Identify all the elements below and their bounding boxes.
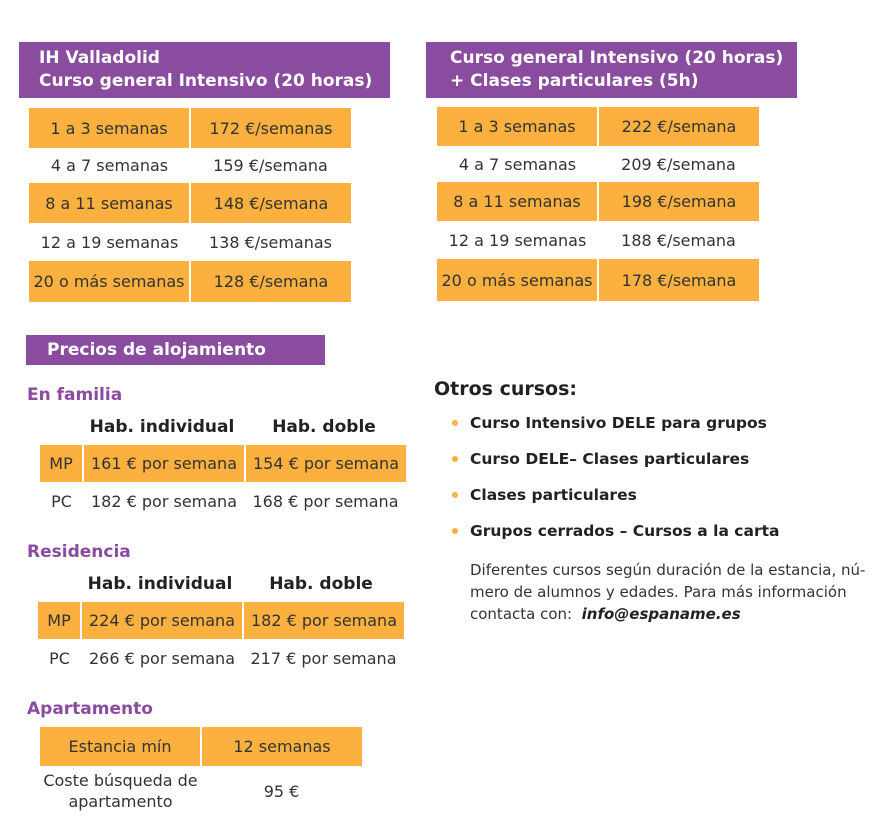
search-cost-value-cell: 95 € xyxy=(263,781,300,801)
price-cell: 222 €/semana xyxy=(598,107,759,146)
otros-list xyxy=(452,414,779,558)
board-type-cell: PC xyxy=(49,648,70,668)
table-row xyxy=(437,146,759,182)
table-row xyxy=(437,107,759,146)
duration-cell: 20 o más semanas xyxy=(437,259,598,301)
price-cell: 209 €/semana xyxy=(621,154,736,174)
bullet-icon xyxy=(452,420,458,426)
stay-label-cell: Estancia mín xyxy=(40,727,201,766)
doble-price-cell: 217 € por semana xyxy=(250,648,397,668)
bullet-icon xyxy=(452,492,458,498)
residencia-col-doble: Hab. doble xyxy=(269,574,373,594)
residencia-price-table xyxy=(38,602,404,677)
contact-email-link[interactable]: info@espaname.es xyxy=(581,605,741,623)
price-cell: 128 €/semana xyxy=(190,261,351,302)
table-row xyxy=(437,221,759,259)
duration-cell: 8 a 11 semanas xyxy=(437,182,598,221)
list-item xyxy=(452,414,779,450)
duration-cell: 1 a 3 semanas xyxy=(29,108,190,148)
table-row xyxy=(29,148,351,183)
course2-header xyxy=(426,42,797,98)
duration-cell: 12 a 19 semanas xyxy=(448,230,587,250)
bullet-icon xyxy=(452,456,458,462)
table-row xyxy=(40,445,406,482)
list-item xyxy=(452,486,779,522)
price-cell: 188 €/semana xyxy=(621,230,736,250)
course1-price-table xyxy=(29,108,351,302)
price-cell: 178 €/semana xyxy=(598,259,759,301)
otros-title: Otros cursos: xyxy=(434,378,578,400)
list-item-label: Curso DELE– Clases particulares xyxy=(470,450,750,468)
table-row xyxy=(437,259,759,301)
duration-cell: 4 a 7 semanas xyxy=(50,156,169,175)
apartamento-label: Apartamento xyxy=(27,699,153,719)
individual-price-cell: 266 € por semana xyxy=(88,648,235,668)
doble-price-cell: 182 € por semana xyxy=(243,602,404,639)
stay-value-cell: 12 semanas xyxy=(201,727,362,766)
individual-price-cell: 224 € por semana xyxy=(81,602,243,639)
course2-title-line1: Curso general Intensivo (20 horas) xyxy=(450,48,784,68)
accommodation-header xyxy=(26,335,325,365)
price-cell: 172 €/semanas xyxy=(190,108,351,148)
table-row xyxy=(437,182,759,221)
board-type-cell: MP xyxy=(38,602,81,639)
table-row xyxy=(38,639,404,677)
note-line2: mero de alumnos y edades. Para más información xyxy=(470,583,847,601)
search-cost-label-cell xyxy=(40,766,201,816)
list-item-label: Curso Intensivo DELE para grupos xyxy=(470,414,767,432)
table-row xyxy=(29,183,351,223)
accommodation-title: Precios de alojamiento xyxy=(47,340,266,360)
table-row xyxy=(40,766,362,816)
duration-cell: 8 a 11 semanas xyxy=(29,183,190,223)
apartamento-table xyxy=(40,727,362,816)
course2-title-line2: + Clases particulares (5h) xyxy=(450,71,699,91)
price-cell: 159 €/semana xyxy=(213,156,328,175)
table-row xyxy=(29,108,351,148)
residencia-label: Residencia xyxy=(27,542,131,562)
doble-price-cell: 154 € por semana xyxy=(245,445,406,482)
note-line1: Diferentes cursos según duración de la estancia, nú- xyxy=(470,561,866,579)
search-cost-label-line2: apartamento xyxy=(68,792,173,811)
board-type-cell: MP xyxy=(40,445,83,482)
course2-price-table xyxy=(437,107,759,301)
search-cost-label-line1: Coste búsqueda de xyxy=(43,771,198,790)
table-row xyxy=(29,223,351,261)
price-cell: 148 €/semana xyxy=(190,183,351,223)
familia-col-individual: Hab. individual xyxy=(89,417,235,437)
table-row xyxy=(40,727,362,766)
table-row xyxy=(40,482,406,520)
familia-label: En familia xyxy=(27,385,123,405)
individual-price-cell: 161 € por semana xyxy=(83,445,245,482)
list-item-label: Grupos cerrados – Cursos a la carta xyxy=(470,522,780,540)
residencia-col-individual: Hab. individual xyxy=(87,574,233,594)
familia-price-table xyxy=(40,445,406,520)
duration-cell: 12 a 19 semanas xyxy=(40,232,179,252)
course1-title-line2: Curso general Intensivo (20 horas) xyxy=(39,71,373,91)
course1-header xyxy=(19,42,390,98)
table-row xyxy=(29,261,351,302)
price-cell: 138 €/semanas xyxy=(208,232,333,252)
list-item xyxy=(452,450,779,486)
list-item-label: Clases particulares xyxy=(470,486,637,504)
list-item xyxy=(452,522,779,558)
duration-cell: 4 a 7 semanas xyxy=(458,154,577,174)
table-row xyxy=(38,602,404,639)
familia-col-doble: Hab. doble xyxy=(272,417,376,437)
price-cell: 198 €/semana xyxy=(598,182,759,221)
note-line3: contacta con: xyxy=(470,605,573,623)
duration-cell: 1 a 3 semanas xyxy=(437,107,598,146)
duration-cell: 20 o más semanas xyxy=(29,261,190,302)
course1-title-line1: IH Valladolid xyxy=(39,48,160,68)
individual-price-cell: 182 € por semana xyxy=(90,491,237,511)
board-type-cell: PC xyxy=(51,491,72,511)
bullet-icon xyxy=(452,528,458,534)
doble-price-cell: 168 € por semana xyxy=(252,491,399,511)
otros-note xyxy=(470,559,875,625)
